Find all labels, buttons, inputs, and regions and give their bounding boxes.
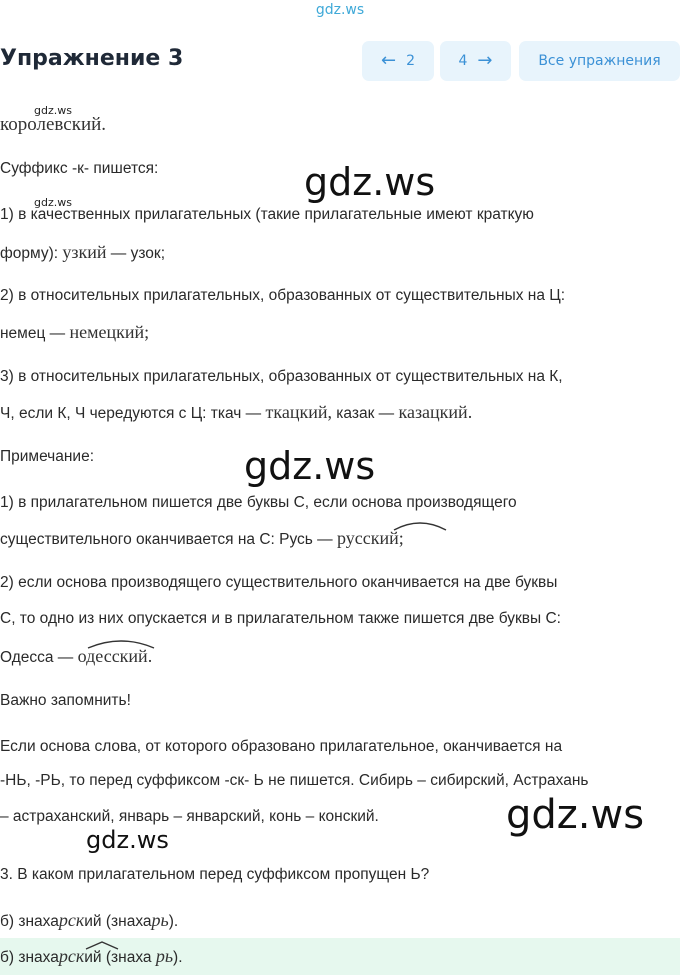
handwritten-suffix: рск	[58, 910, 85, 930]
handwritten-word: одесский.	[77, 646, 153, 666]
line-part: немец —	[0, 325, 66, 342]
solution-line: королевский.	[0, 114, 107, 135]
line-part: ий (знаха	[84, 949, 156, 966]
next-exercise-number: 4	[458, 53, 468, 69]
handwritten-word: казацкий.	[398, 402, 473, 422]
site-logo-text[interactable]: gdz.ws	[315, 2, 365, 18]
solution-line	[0, 322, 149, 343]
line-part: б) знаха	[0, 913, 59, 930]
line-part: — узок;	[110, 245, 165, 262]
solution-line: С, то одно из них опускается и в прилагательном также пишется две буквы С:	[0, 610, 561, 627]
clipped-previous-line	[0, 84, 680, 90]
handwritten-word: узкий	[62, 242, 107, 262]
solution-line: 2) в относительных прилагательных, образованных от существительных на Ц:	[0, 287, 566, 304]
solution-line: Примечание:	[0, 448, 95, 465]
prev-exercise-number: 2	[406, 53, 415, 69]
solution-line: 1) в прилагательном пишется две буквы С, если основа производящего	[0, 494, 517, 511]
handwritten-word: немецкий;	[69, 322, 150, 342]
answer-line	[0, 910, 178, 931]
solution-line: 3) в относительных прилагательных, образованных от существительных на К,	[0, 368, 563, 385]
handwritten-ending: рь	[151, 910, 169, 930]
solution-line	[0, 528, 404, 549]
solution-line: 2) если основа производящего существительного оканчивается на две буквы	[0, 574, 558, 591]
watermark: gdz.ws	[244, 444, 376, 488]
watermark-small: gdz.ws	[34, 104, 72, 117]
watermark: gdz.ws	[86, 826, 169, 854]
handwritten-ending: рь	[155, 946, 174, 966]
line-part: Ч, если К, Ч чередуются с Ц: ткач —	[0, 405, 262, 422]
watermark-small: gdz.ws	[34, 196, 72, 209]
solution-line	[0, 242, 165, 263]
all-exercises-label: Все упражнения	[538, 53, 661, 69]
solution-line: Суффикс -к- пишется:	[0, 160, 159, 177]
line-part: Одесса —	[0, 649, 74, 666]
solution-line: Важно запомнить!	[0, 692, 131, 709]
solution-line: – астраханский, январь – январский, конь – конский.	[0, 808, 379, 825]
solution-line: -НЬ, -РЬ, то перед суффиксом -ск- Ь не пишется. Сибирь – сибирский, Астрахань	[0, 772, 589, 789]
arrow-left-icon: ←	[380, 50, 397, 71]
watermark: gdz.ws	[506, 792, 645, 838]
watermark: gdz.ws	[304, 160, 436, 204]
line-part: б) знаха	[0, 949, 59, 966]
suffix-mark-icon	[84, 940, 120, 950]
solution-line: 1) в качественных прилагательных (такие прилагательные имеют краткую	[0, 206, 534, 223]
line-part: форму):	[0, 245, 59, 262]
solution-line	[0, 402, 472, 423]
arrow-right-icon: →	[477, 50, 493, 71]
line-part: ).	[168, 913, 179, 930]
question-line: 3. В каком прилагательном перед суффиксом пропущен Ь?	[0, 866, 430, 883]
page-title: Упражнение 3	[0, 46, 184, 71]
line-part: ).	[173, 949, 183, 966]
line-part: ий (знаха	[84, 913, 152, 930]
line-part: существительного оканчивается на С: Русь —	[0, 531, 333, 548]
line-part: казак —	[336, 405, 395, 422]
handwritten-word: русский;	[336, 528, 404, 548]
morpheme-root-arc	[392, 518, 448, 532]
handwritten-word: ткацкий,	[265, 402, 332, 422]
handwritten-suffix: рск	[58, 946, 85, 966]
solution-line: Если основа слова, от которого образовано прилагательное, оканчивается на	[0, 738, 563, 755]
morpheme-root-arc	[86, 636, 156, 650]
